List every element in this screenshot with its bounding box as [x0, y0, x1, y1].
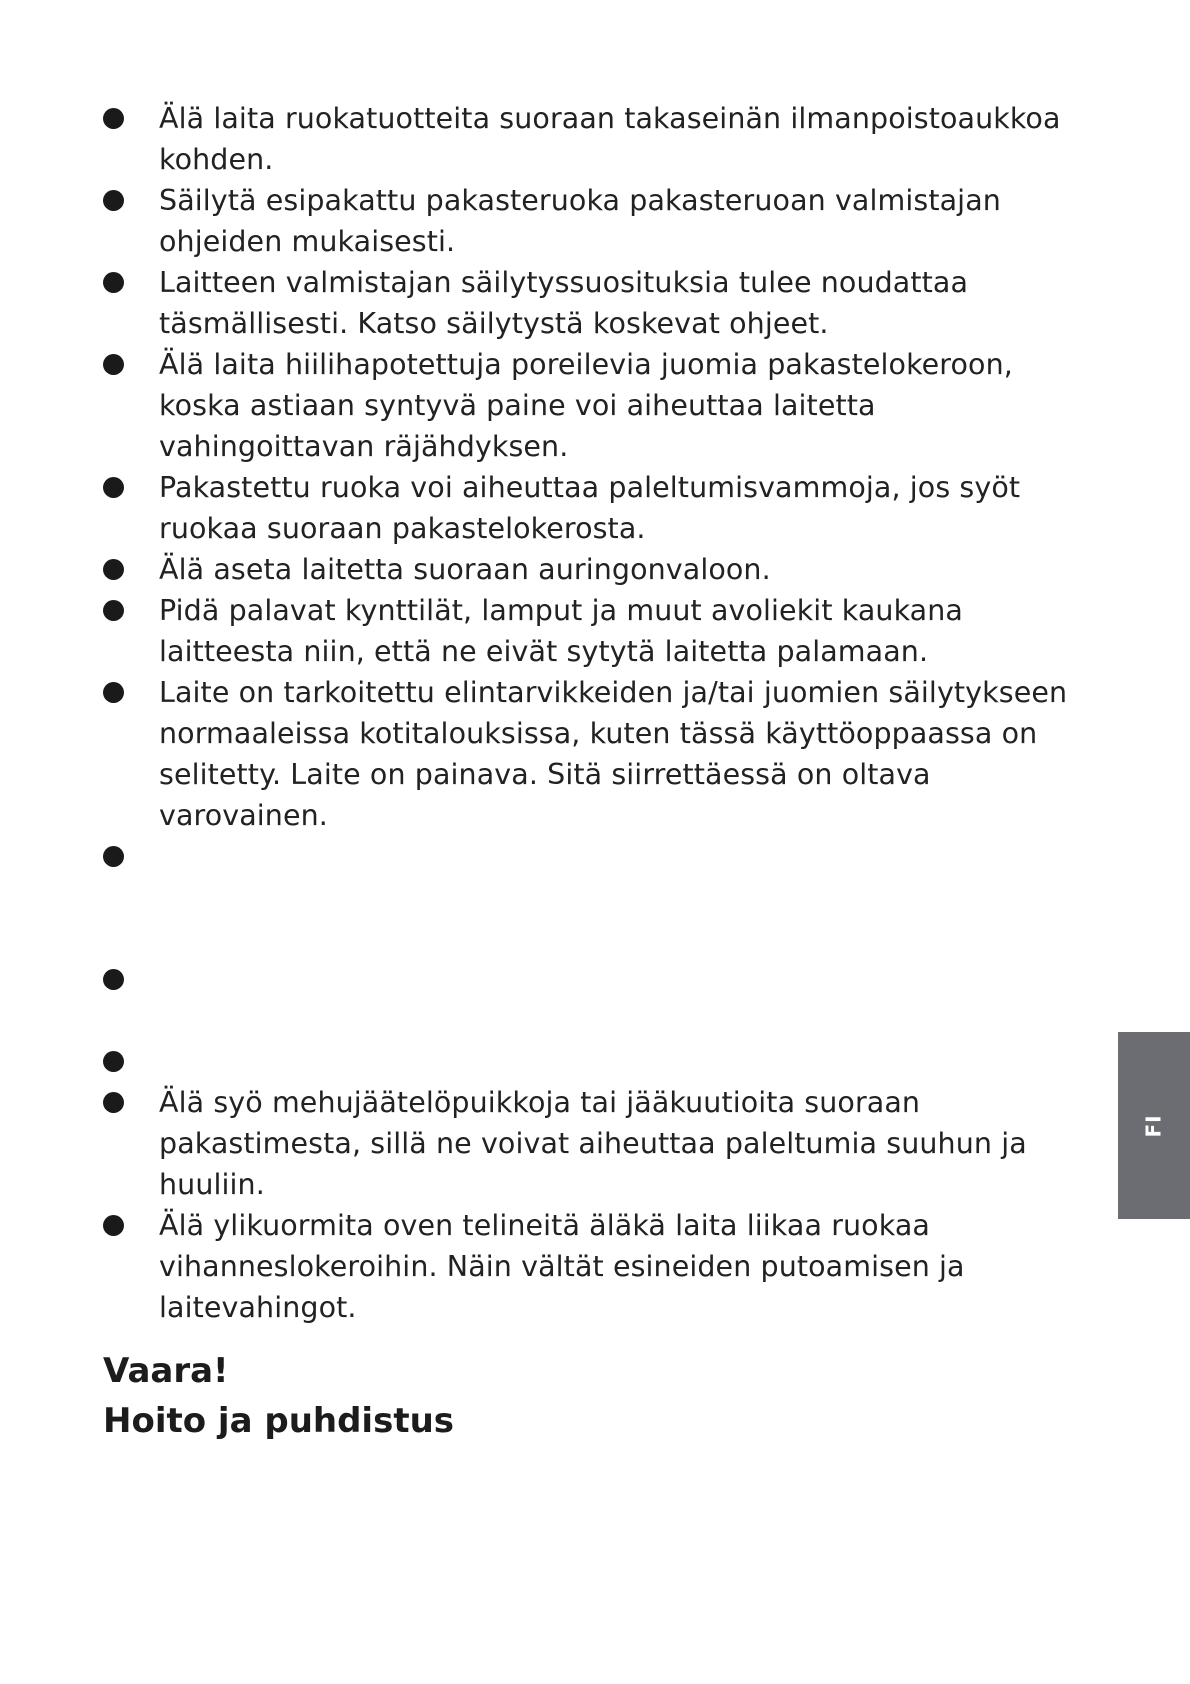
- list-item-text: Laitteen valmistajan säilytyssuosituksia tulee noudattaa täsmällisesti. Katso säilytystä koskevat ohjeet.: [159, 266, 969, 340]
- list-item-text: Älä laita ruokatuotteita suoraan takaseinän ilmanpoistoaukkoa kohden.: [159, 102, 1061, 176]
- list-item-text: Pakastettu ruoka voi aiheuttaa paleltumisvammoja, jos syöt ruokaa suoraan pakastelokerosta.: [159, 471, 1021, 545]
- list-item-text: Laite on tarkoitettu elintarvikkeiden ja/tai juomien säilytykseen normaaleissa kotitalouksissa, kuten tässä käyttöoppaassa on selitetty. Laite on painava. Sitä siirrettäessä on oltava varovainen.: [159, 676, 1068, 832]
- list-item: [103, 590, 1093, 672]
- bullet-icon: [103, 1215, 124, 1236]
- list-item: [103, 180, 1093, 262]
- list-item: [103, 98, 1093, 180]
- list-item-text: [159, 1041, 1093, 1082]
- bullet-icon: [103, 354, 124, 375]
- list-item: [103, 1082, 1093, 1205]
- bullet-icon: [103, 682, 124, 703]
- list-item: [103, 467, 1093, 549]
- bullet-icon: [103, 600, 124, 621]
- bullet-icon: [103, 272, 124, 293]
- bullet-icon: [103, 1051, 124, 1072]
- list-item-text: Älä ylikuormita oven telineitä äläkä laita liikaa ruokaa vihanneslokeroihin. Näin vältät esineiden putoamisen ja laitevahingot.: [159, 1209, 965, 1324]
- list-item-text: Säilytä esipakattu pakasteruoka pakasteruoan valmistajan ohjeiden mukaisesti.: [159, 184, 1001, 258]
- list-item: [103, 262, 1093, 344]
- section-headings: [103, 1346, 1093, 1446]
- list-item: [103, 672, 1093, 836]
- list-item-empty: [103, 959, 1093, 1000]
- care-heading: Hoito ja puhdistus: [103, 1401, 455, 1441]
- list-item: [103, 344, 1093, 467]
- language-tab-label: FI: [1141, 1113, 1166, 1138]
- bullet-icon: [103, 1092, 124, 1113]
- list-item-empty: [103, 1041, 1093, 1082]
- language-tab: [1118, 1032, 1190, 1219]
- list-item: [103, 1205, 1093, 1328]
- list-item-empty: [103, 836, 1093, 877]
- bullet-icon: [103, 108, 124, 129]
- bullet-icon: [103, 559, 124, 580]
- page-content: [103, 98, 1093, 1446]
- bullet-icon: [103, 190, 124, 211]
- bullet-icon: [103, 969, 124, 990]
- list-item: [103, 549, 1093, 590]
- list-item-text: Pidä palavat kynttilät, lamput ja muut avoliekit kaukana laitteesta niin, että ne eivät sytytä laitetta palamaan.: [159, 594, 963, 668]
- list-item-text: [159, 836, 1093, 877]
- safety-bullet-list: [103, 98, 1093, 1328]
- bullet-icon: [103, 846, 124, 867]
- list-item-text: Älä aseta laitetta suoraan auringonvaloon.: [159, 553, 771, 586]
- bullet-icon: [103, 477, 124, 498]
- list-item-text: Älä laita hiilihapotettuja poreilevia juomia pakastelokeroon, koska astiaan syntyvä paine voi aiheuttaa laitetta vahingoittavan räjähdyksen.: [159, 348, 1013, 463]
- warning-heading: Vaara!: [103, 1351, 229, 1391]
- list-item-text: [159, 959, 1093, 1000]
- list-item-text: Älä syö mehujäätelöpuikkoja tai jääkuutioita suoraan pakastimesta, sillä ne voivat aiheuttaa paleltumia suuhun ja huuliin.: [159, 1086, 1027, 1201]
